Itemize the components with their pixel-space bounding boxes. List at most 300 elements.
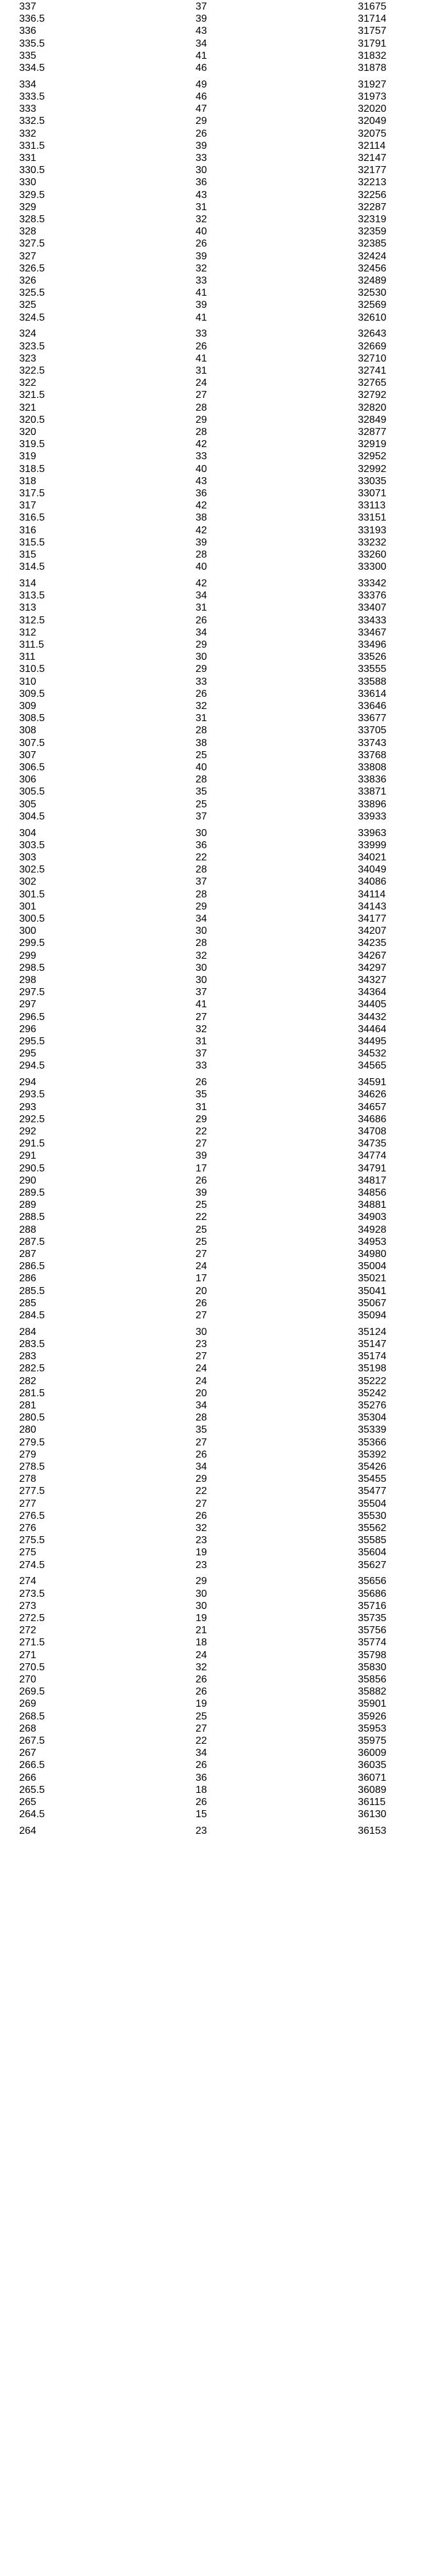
table-row (0, 225, 425, 238)
count-cell: 39 (196, 300, 207, 311)
value-cell: 276.5 (19, 1510, 45, 1521)
count-cell: 32 (196, 1023, 207, 1035)
table-row (0, 1338, 425, 1350)
value-cell: 333.5 (19, 91, 45, 102)
count-cell: 20 (196, 1285, 207, 1297)
value-cell: 286.5 (19, 1261, 45, 1272)
table-row (0, 950, 425, 962)
cumulative-cell: 32952 (358, 451, 387, 462)
count-cell: 23 (196, 1535, 207, 1546)
cumulative-cell: 36153 (358, 1825, 387, 1836)
table-row (0, 1399, 425, 1412)
cumulative-cell: 33871 (358, 786, 387, 798)
count-cell: 17 (196, 1273, 207, 1284)
cumulative-cell: 31973 (358, 91, 387, 102)
cumulative-cell: 33526 (358, 652, 387, 663)
value-cell: 272 (19, 1625, 36, 1636)
table-row (0, 1559, 425, 1571)
table-row (0, 876, 425, 888)
count-cell: 22 (196, 1486, 207, 1497)
cumulative-cell: 34532 (358, 1048, 387, 1060)
value-cell: 311.5 (19, 639, 44, 650)
value-cell: 316.5 (19, 512, 45, 524)
cumulative-cell: 35004 (358, 1261, 387, 1272)
count-cell: 38 (196, 737, 207, 749)
count-cell: 35 (196, 1424, 207, 1436)
value-cell: 281 (19, 1400, 36, 1411)
table-row (0, 1187, 425, 1199)
value-cell: 285.5 (19, 1285, 45, 1297)
value-cell: 290 (19, 1175, 36, 1186)
cumulative-cell: 35041 (358, 1285, 387, 1297)
count-cell: 19 (196, 1698, 207, 1710)
table-row (0, 1309, 425, 1322)
count-cell: 27 (196, 1437, 207, 1448)
cumulative-cell: 33933 (358, 811, 387, 822)
value-cell: 295 (19, 1048, 36, 1060)
table-row (0, 512, 425, 524)
count-cell: 43 (196, 475, 207, 487)
cumulative-cell: 36130 (358, 1809, 387, 1820)
cumulative-cell: 33768 (358, 749, 387, 761)
count-cell: 32 (196, 263, 207, 274)
cumulative-cell: 35585 (358, 1535, 387, 1546)
table-row (0, 639, 425, 651)
cumulative-cell: 33646 (358, 701, 387, 712)
count-cell: 41 (196, 50, 207, 61)
table-row (0, 1649, 425, 1661)
count-cell: 42 (196, 578, 207, 589)
cumulative-cell: 35716 (358, 1600, 387, 1612)
cumulative-cell: 33743 (358, 737, 387, 749)
table-row (0, 79, 425, 91)
table-row (0, 1636, 425, 1649)
count-cell: 38 (196, 512, 207, 524)
table-row (0, 1796, 425, 1808)
count-cell: 36 (196, 488, 207, 499)
value-cell: 335.5 (19, 38, 45, 49)
value-cell: 336.5 (19, 13, 45, 25)
cumulative-cell: 32114 (358, 140, 386, 151)
count-cell: 31 (196, 713, 207, 724)
table-row (0, 475, 425, 487)
count-cell: 33 (196, 153, 207, 164)
cumulative-cell: 34856 (358, 1187, 387, 1198)
value-cell: 279 (19, 1449, 36, 1460)
count-cell: 32 (196, 214, 207, 225)
value-cell: 307 (19, 749, 36, 761)
cumulative-cell: 34565 (358, 1060, 387, 1072)
count-cell: 24 (196, 377, 207, 389)
table-row (0, 737, 425, 749)
value-cell: 331 (19, 153, 36, 164)
value-cell: 333 (19, 103, 36, 115)
count-cell: 28 (196, 402, 207, 413)
value-cell: 273 (19, 1600, 36, 1612)
table-row (0, 38, 425, 50)
cumulative-cell: 34817 (358, 1175, 387, 1186)
cumulative-cell: 33588 (358, 676, 387, 687)
table-row (0, 389, 425, 401)
table-row (0, 1125, 425, 1138)
count-cell: 35 (196, 1089, 207, 1101)
value-cell: 286 (19, 1273, 36, 1284)
cumulative-cell: 35021 (358, 1273, 387, 1284)
table-row (0, 786, 425, 798)
count-cell: 41 (196, 312, 207, 323)
cumulative-cell: 34495 (358, 1036, 387, 1047)
count-cell: 31 (196, 602, 207, 614)
cumulative-cell: 35455 (358, 1474, 387, 1485)
count-cell: 41 (196, 999, 207, 1010)
value-cell: 334 (19, 79, 36, 90)
table-row (0, 614, 425, 627)
value-cell: 313.5 (19, 590, 45, 602)
cumulative-cell: 35392 (358, 1449, 387, 1460)
cumulative-cell: 35735 (358, 1613, 387, 1624)
cumulative-cell: 33376 (358, 590, 387, 602)
table-row (0, 986, 425, 998)
count-cell: 28 (196, 549, 207, 560)
count-cell: 34 (196, 38, 207, 49)
count-cell: 49 (196, 79, 207, 90)
count-cell: 28 (196, 725, 207, 736)
count-cell: 23 (196, 1825, 207, 1836)
table-row (0, 676, 425, 688)
table-row (0, 561, 425, 573)
count-cell: 31 (196, 201, 207, 213)
table-row (0, 549, 425, 561)
cumulative-cell: 34327 (358, 975, 387, 986)
value-cell: 321.5 (19, 390, 45, 401)
count-cell: 28 (196, 864, 207, 876)
table-row (0, 901, 425, 913)
value-cell: 277.5 (19, 1486, 45, 1497)
value-cell: 293.5 (19, 1089, 45, 1101)
value-cell: 291.5 (19, 1138, 45, 1150)
cumulative-cell: 32710 (358, 353, 387, 364)
table-row (0, 62, 425, 74)
count-cell: 24 (196, 1649, 207, 1661)
count-cell: 37 (196, 1, 207, 12)
value-cell: 294.5 (19, 1060, 45, 1072)
table-row (0, 50, 425, 62)
count-cell: 36 (196, 1772, 207, 1783)
table-row (0, 1600, 425, 1612)
count-cell: 35 (196, 786, 207, 798)
count-cell: 40 (196, 762, 207, 773)
value-cell: 264 (19, 1825, 36, 1836)
count-cell: 28 (196, 1412, 207, 1424)
cumulative-cell: 36071 (358, 1772, 387, 1783)
count-cell: 22 (196, 1126, 207, 1137)
table-row (0, 1150, 425, 1162)
count-cell: 33 (196, 676, 207, 687)
table-row (0, 1412, 425, 1424)
value-cell: 327 (19, 250, 36, 262)
table-row (0, 864, 425, 876)
cumulative-cell: 33705 (358, 725, 387, 736)
value-cell: 279.5 (19, 1437, 45, 1448)
value-cell: 297.5 (19, 987, 45, 998)
value-cell: 288.5 (19, 1212, 45, 1223)
value-cell: 300.5 (19, 913, 45, 924)
table-row (0, 115, 425, 127)
table-row (0, 962, 425, 974)
count-cell: 24 (196, 1363, 207, 1375)
table-row (0, 328, 425, 340)
table-row (0, 128, 425, 140)
value-cell: 267 (19, 1748, 36, 1759)
value-cell: 316 (19, 524, 36, 536)
table-row (0, 1723, 425, 1735)
table-row (0, 312, 425, 324)
count-cell: 29 (196, 639, 207, 650)
cumulative-cell: 35477 (358, 1486, 387, 1497)
cumulative-cell: 32359 (358, 226, 387, 238)
count-cell: 31 (196, 365, 207, 376)
table-row (0, 774, 425, 786)
value-cell: 280.5 (19, 1412, 45, 1424)
table-row (0, 811, 425, 823)
value-cell: 278 (19, 1474, 36, 1485)
cumulative-cell: 34267 (358, 950, 387, 961)
table-row (0, 1236, 425, 1248)
table-row (0, 1035, 425, 1048)
count-cell: 26 (196, 128, 207, 139)
cumulative-cell: 32610 (358, 312, 387, 323)
count-cell: 20 (196, 1387, 207, 1399)
table-row (0, 1449, 425, 1461)
table-row (0, 275, 425, 287)
value-cell: 320.5 (19, 414, 45, 425)
value-cell: 328.5 (19, 214, 45, 225)
count-cell: 29 (196, 116, 207, 127)
cumulative-cell: 33260 (358, 549, 387, 560)
value-cell: 325 (19, 300, 36, 311)
cumulative-cell: 32741 (358, 365, 387, 376)
value-cell: 274.5 (19, 1559, 45, 1571)
value-cell: 305 (19, 798, 36, 810)
value-cell: 306.5 (19, 762, 45, 773)
value-cell: 278.5 (19, 1461, 45, 1472)
table-row (0, 1661, 425, 1673)
table-row (0, 590, 425, 602)
count-cell: 34 (196, 1461, 207, 1472)
cumulative-cell: 35975 (358, 1735, 387, 1746)
value-cell: 317 (19, 500, 36, 512)
count-cell: 34 (196, 627, 207, 638)
table-row (0, 1546, 425, 1559)
cumulative-cell: 33300 (358, 561, 387, 573)
value-cell: 303 (19, 852, 36, 863)
value-cell: 270.5 (19, 1661, 45, 1673)
table-row (0, 250, 425, 263)
table-row (0, 1, 425, 13)
cumulative-cell: 35242 (358, 1387, 387, 1399)
value-cell: 313 (19, 602, 36, 614)
count-cell: 29 (196, 414, 207, 425)
cumulative-cell: 32424 (358, 250, 387, 262)
table-row (0, 1060, 425, 1072)
value-cell: 332.5 (19, 116, 45, 127)
cumulative-cell: 34405 (358, 999, 387, 1010)
count-cell: 28 (196, 774, 207, 786)
count-cell: 26 (196, 340, 207, 352)
table-row (0, 103, 425, 115)
cumulative-cell: 35953 (358, 1723, 387, 1734)
count-cell: 33 (196, 451, 207, 462)
value-cell: 293 (19, 1101, 36, 1113)
cumulative-cell: 34086 (358, 876, 387, 888)
table-row (0, 1437, 425, 1449)
cumulative-cell: 32213 (358, 177, 387, 188)
value-cell: 268.5 (19, 1711, 45, 1722)
table-row (0, 438, 425, 450)
count-cell: 27 (196, 1249, 207, 1260)
table-row (0, 1076, 425, 1088)
table-row (0, 263, 425, 275)
value-cell: 281.5 (19, 1387, 45, 1399)
table-row (0, 827, 425, 839)
value-cell: 337 (19, 1, 36, 12)
cumulative-cell: 35530 (358, 1510, 387, 1521)
value-cell: 275.5 (19, 1535, 45, 1546)
table-row (0, 402, 425, 414)
value-cell: 269.5 (19, 1686, 45, 1698)
value-cell: 277 (19, 1498, 36, 1509)
cumulative-cell: 34207 (358, 926, 387, 937)
cumulative-cell: 32765 (358, 377, 387, 389)
value-cell: 303.5 (19, 839, 45, 851)
value-cell: 301 (19, 901, 36, 912)
count-cell: 25 (196, 1236, 207, 1247)
table-row (0, 1473, 425, 1485)
cumulative-cell: 35562 (358, 1523, 387, 1534)
cumulative-cell: 35926 (358, 1711, 387, 1722)
value-cell: 307.5 (19, 737, 45, 749)
count-cell: 40 (196, 561, 207, 573)
count-cell: 40 (196, 226, 207, 238)
value-cell: 330 (19, 177, 36, 188)
table-row (0, 377, 425, 389)
count-cell: 27 (196, 1351, 207, 1362)
value-cell: 314.5 (19, 561, 45, 573)
cumulative-cell: 33836 (358, 774, 387, 786)
table-row (0, 152, 425, 164)
cumulative-cell: 32256 (358, 189, 387, 201)
cumulative-cell: 33113 (358, 500, 386, 512)
value-cell: 284 (19, 1326, 36, 1338)
table-row (0, 450, 425, 462)
value-cell: 308 (19, 725, 36, 736)
table-row (0, 937, 425, 949)
table-row (0, 1297, 425, 1309)
value-cell: 287.5 (19, 1236, 45, 1247)
table-row (0, 998, 425, 1010)
count-cell: 24 (196, 1375, 207, 1387)
table-row (0, 1260, 425, 1272)
count-cell: 37 (196, 876, 207, 888)
table-row (0, 1023, 425, 1035)
count-cell: 26 (196, 1175, 207, 1186)
value-cell: 324 (19, 328, 36, 340)
cumulative-cell: 34177 (358, 913, 387, 924)
cumulative-cell: 36089 (358, 1784, 387, 1795)
table-row (0, 1735, 425, 1747)
value-cell: 306 (19, 774, 36, 786)
cumulative-cell: 32319 (358, 214, 387, 225)
value-cell: 265.5 (19, 1784, 45, 1795)
value-cell: 310.5 (19, 664, 45, 675)
cumulative-cell: 32569 (358, 300, 387, 311)
cumulative-cell: 32489 (358, 275, 387, 286)
cumulative-cell: 32075 (358, 128, 387, 139)
value-cell: 321 (19, 402, 36, 413)
cumulative-cell: 31714 (358, 13, 387, 25)
value-cell: 299 (19, 950, 36, 961)
table-row (0, 353, 425, 365)
table-row (0, 1285, 425, 1297)
cumulative-cell: 32385 (358, 238, 387, 250)
cumulative-cell: 35856 (358, 1674, 387, 1685)
value-cell: 288 (19, 1224, 36, 1235)
count-cell: 26 (196, 1449, 207, 1460)
cumulative-cell: 35366 (358, 1437, 387, 1448)
value-cell: 291 (19, 1150, 36, 1162)
value-cell: 320 (19, 427, 36, 438)
cumulative-cell: 36009 (358, 1748, 387, 1759)
cumulative-cell: 33963 (358, 827, 387, 839)
cumulative-cell: 36115 (358, 1797, 386, 1808)
value-cell: 266.5 (19, 1760, 45, 1771)
count-cell: 46 (196, 91, 207, 102)
table-row (0, 1711, 425, 1723)
count-cell: 26 (196, 688, 207, 699)
count-cell: 37 (196, 811, 207, 822)
value-cell: 326.5 (19, 263, 45, 274)
count-cell: 26 (196, 238, 207, 250)
table-row (0, 213, 425, 225)
count-cell: 27 (196, 1011, 207, 1023)
value-cell: 315 (19, 549, 36, 560)
cumulative-cell: 35067 (358, 1297, 387, 1309)
count-cell: 29 (196, 1113, 207, 1125)
table-row (0, 1784, 425, 1796)
value-cell: 282.5 (19, 1363, 45, 1375)
value-cell: 318 (19, 475, 36, 487)
cumulative-cell: 35094 (358, 1310, 387, 1321)
value-cell: 283.5 (19, 1339, 45, 1350)
table-row (0, 1698, 425, 1710)
table-row (0, 201, 425, 213)
table-row (0, 1162, 425, 1175)
cumulative-cell: 35147 (358, 1339, 387, 1350)
cumulative-cell: 32669 (358, 340, 387, 352)
value-cell: 308.5 (19, 713, 45, 724)
count-cell: 26 (196, 1760, 207, 1771)
table-row (0, 1350, 425, 1362)
cumulative-cell: 34903 (358, 1212, 387, 1223)
value-cell: 264.5 (19, 1809, 45, 1820)
value-cell: 326 (19, 275, 36, 286)
count-cell: 47 (196, 103, 207, 115)
cumulative-cell: 35774 (358, 1637, 387, 1649)
count-cell: 30 (196, 975, 207, 986)
count-cell: 22 (196, 852, 207, 863)
value-cell: 330.5 (19, 165, 45, 176)
table-row (0, 414, 425, 426)
